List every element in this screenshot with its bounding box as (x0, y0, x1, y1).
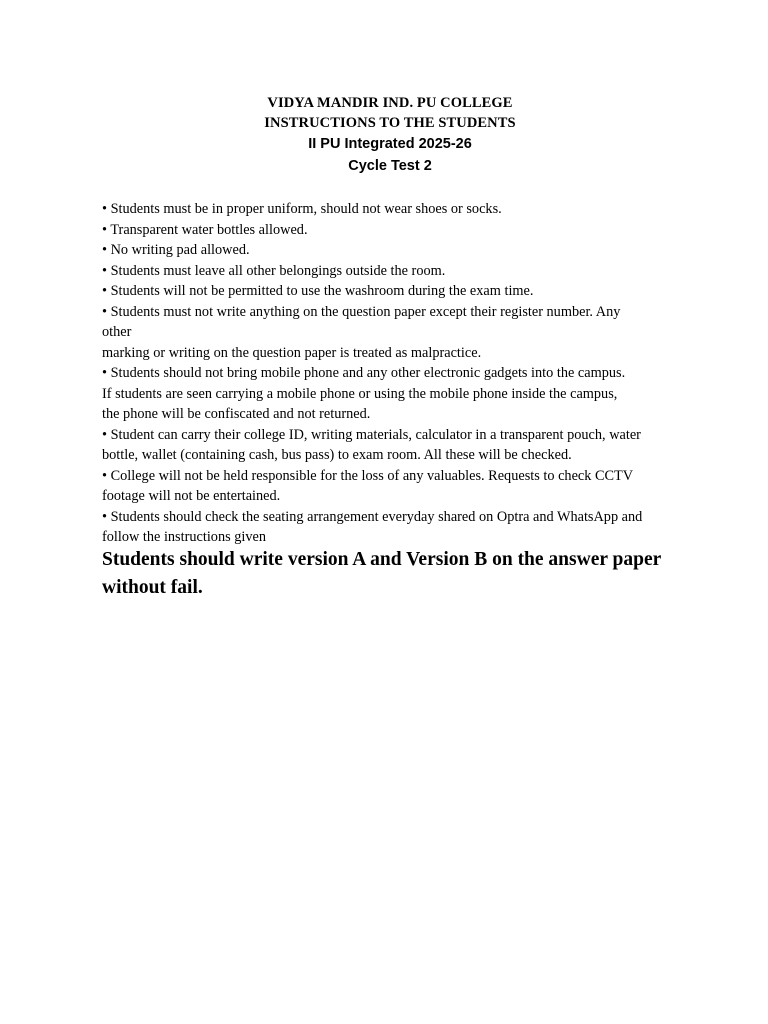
college-name: VIDYA MANDIR IND. PU COLLEGE (267, 95, 513, 111)
instruction-line: • Transparent water bottles allowed. (102, 221, 308, 238)
instruction-line: • Students must be in proper uniform, should not wear shoes or socks. (102, 201, 502, 217)
instruction-line: the phone will be confiscated and not returned. (102, 406, 371, 422)
instruction-line: • Students should not bring mobile phone and any other electronic gadgets into the campus. (102, 365, 626, 381)
instruction-line: • Students should check the seating arrangement everyday shared on Optra and WhatsApp and (102, 508, 643, 525)
instruction-line: other (102, 324, 132, 340)
instruction-line: • Student can carry their college ID, writing materials, calculator in a transparent pouch, water (102, 426, 641, 443)
instruction-line: • Students must not write anything on the question paper except their register number. Any (102, 303, 621, 320)
document-header (0, 93, 768, 177)
instructions-list (102, 199, 682, 548)
instructions-title: INSTRUCTIONS TO THE STUDENTS (264, 115, 516, 131)
instruction-line: • Students must leave all other belongings outside the room. (102, 262, 446, 279)
instruction-line: • No writing pad allowed. (102, 242, 250, 258)
instruction-line: bottle, wallet (containing cash, bus pass) to exam room. All these will be checked. (102, 447, 572, 463)
course-title: II PU Integrated 2025-26 (308, 136, 472, 152)
instruction-line: footage will not be entertained. (102, 488, 281, 504)
closing-note-line: Students should write version A and Version B on the answer paper (102, 549, 662, 570)
instruction-line: If students are seen carrying a mobile phone or using the mobile phone inside the campus, (102, 385, 618, 402)
instruction-line: marking or writing on the question paper is treated as malpractice. (102, 344, 482, 361)
instruction-line: • Students will not be permitted to use the washroom during the exam time. (102, 283, 534, 299)
instruction-line: follow the instructions given (102, 529, 266, 545)
instruction-line: • College will not be held responsible for the loss of any valuables. Requests to check CCTV (102, 467, 634, 484)
closing-note-line: without fail. (102, 577, 203, 598)
test-title: Cycle Test 2 (348, 158, 432, 174)
closing-note (102, 546, 702, 602)
